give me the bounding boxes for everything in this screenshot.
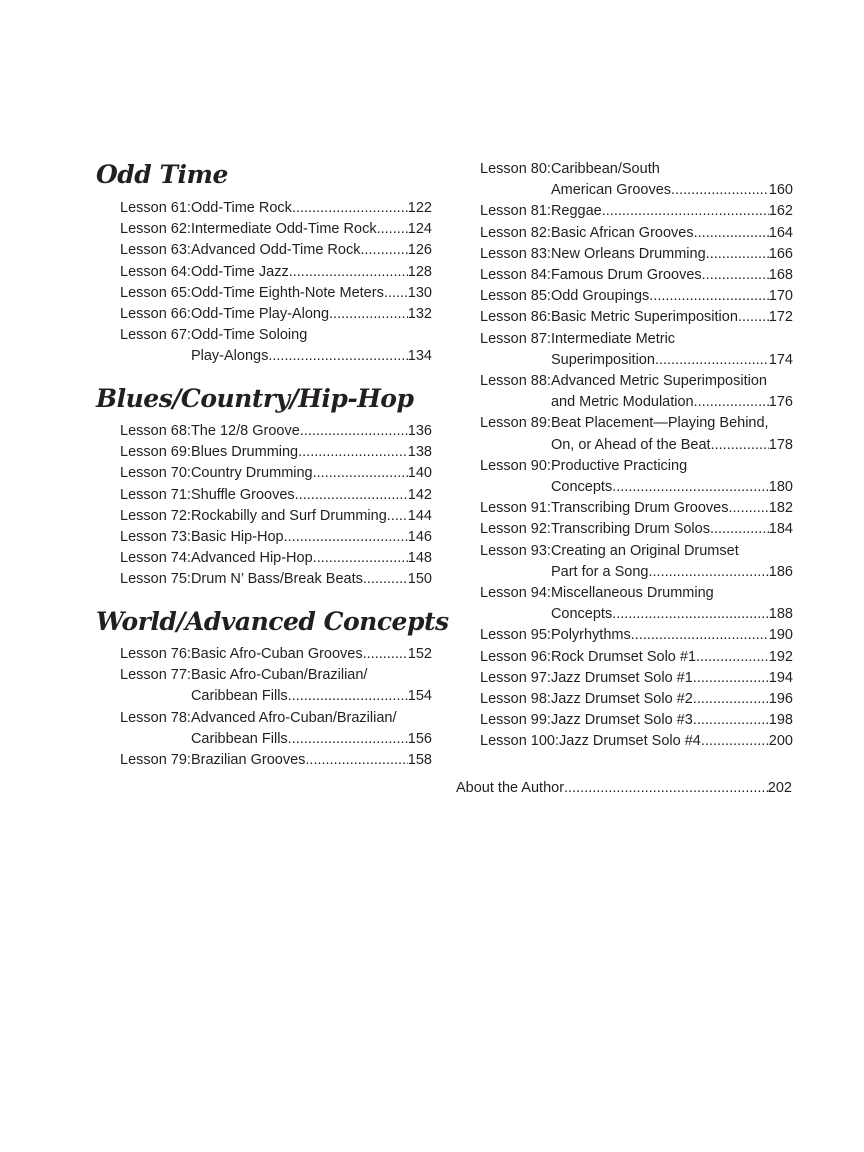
lesson-number: Lesson 87: (480, 330, 551, 347)
page-number: 192 (768, 648, 793, 665)
toc-entry[interactable] (480, 710, 793, 731)
leader-dots (648, 562, 768, 583)
lesson-title: Advanced Metric Superimposition (550, 373, 767, 390)
page-number: 198 (768, 712, 793, 729)
lesson-title: Country Drumming (190, 465, 313, 482)
toc-entry[interactable] (120, 442, 432, 463)
lesson-title: Advanced Odd-Time Rock (190, 242, 361, 259)
leader-dots (693, 668, 769, 689)
lesson-number: Lesson 67: (120, 327, 191, 344)
lesson-title: Play-Alongs (190, 348, 269, 365)
lesson-title: Caribbean/South (550, 161, 660, 177)
section-entries-right (480, 159, 793, 753)
lesson-title: Intermediate Odd-Time Rock (190, 221, 377, 238)
page-number: 146 (407, 529, 432, 546)
lesson-title: Odd-Time Play-Along (190, 306, 330, 323)
toc-entry[interactable] (120, 325, 432, 367)
lesson-title: Basic Afro-Cuban/Brazilian/ (190, 667, 368, 684)
lesson-title: Transcribing Drum Solos (550, 521, 710, 538)
lesson-number: Lesson 88: (480, 373, 551, 390)
toc-entry[interactable] (120, 548, 432, 569)
lesson-number: Lesson 89: (480, 415, 551, 432)
toc-entry[interactable] (120, 262, 432, 283)
lesson-number: Lesson 79: (120, 752, 191, 769)
lesson-title: Rockabilly and Surf Drumming (190, 507, 387, 524)
lesson-title: Advanced Afro-Cuban/Brazilian/ (190, 709, 397, 726)
toc-entry[interactable] (120, 527, 432, 548)
page-number: 136 (407, 423, 432, 439)
leader-dots (701, 731, 769, 752)
lesson-title: On, or Ahead of the Beat (550, 436, 711, 453)
lesson-title: Shuffle Grooves (190, 486, 295, 503)
leader-dots (288, 686, 408, 707)
leader-dots (693, 689, 769, 710)
about-label: About the Author (456, 780, 565, 796)
toc-entry[interactable] (120, 283, 432, 304)
leader-dots (292, 198, 408, 219)
toc-entry[interactable] (480, 668, 793, 689)
page-number: 156 (407, 730, 432, 747)
lesson-number: Lesson 68: (120, 423, 191, 439)
lesson-title: Concepts (550, 606, 613, 623)
lesson-number: Lesson 100: (480, 733, 560, 750)
page-number: 154 (407, 688, 432, 705)
lesson-title: Rock Drumset Solo #1 (550, 648, 697, 665)
leader-dots (696, 647, 769, 668)
toc-entry[interactable] (480, 201, 793, 222)
leader-dots (298, 442, 408, 463)
toc-entry[interactable] (480, 541, 793, 583)
lesson-title: Brazilian Grooves (190, 752, 306, 769)
leader-dots (360, 240, 407, 261)
leader-dots (384, 283, 408, 304)
page-number: 194 (768, 669, 793, 686)
leader-dots (300, 421, 408, 442)
lesson-title: Part for a Song (550, 563, 649, 580)
leader-dots (706, 244, 769, 265)
toc-entry[interactable] (480, 413, 793, 455)
page-number: 188 (768, 606, 793, 623)
lesson-number: Lesson 97: (480, 669, 551, 686)
page-number: 166 (768, 245, 793, 262)
lesson-number: Lesson 81: (480, 203, 551, 220)
lesson-title: Caribbean Fills (190, 688, 288, 705)
page-number: 150 (407, 571, 432, 588)
toc-entry[interactable] (480, 244, 793, 265)
toc-entry[interactable] (480, 498, 793, 519)
lesson-number: Lesson 78: (120, 709, 191, 726)
lesson-title: Odd-Time Rock (190, 200, 292, 216)
lesson-title: Advanced Hip-Hop (190, 550, 313, 567)
lesson-title: Jazz Drumset Solo #2 (550, 691, 693, 708)
lesson-title: Odd-Time Jazz (190, 263, 289, 280)
page-number: 126 (407, 242, 432, 259)
lesson-title: Jazz Drumset Solo #3 (550, 712, 693, 729)
leader-dots (631, 625, 769, 646)
lesson-title: Beat Placement—Playing Behind, (550, 415, 769, 432)
leader-dots (693, 710, 769, 731)
page-number: 158 (407, 752, 432, 769)
leader-dots (295, 485, 408, 506)
lesson-number: Lesson 85: (480, 288, 551, 305)
lesson-title: Odd-Time Soloing (190, 327, 308, 344)
leader-dots (655, 350, 769, 371)
lesson-number: Lesson 62: (120, 221, 191, 238)
leader-dots (305, 750, 407, 771)
leader-dots (738, 307, 769, 328)
lesson-title: The 12/8 Groove (190, 423, 300, 439)
page-number: 170 (768, 288, 793, 305)
lesson-title: American Grooves (550, 182, 672, 199)
lesson-number: Lesson 74: (120, 550, 191, 567)
leader-dots (363, 569, 408, 590)
lesson-number: Lesson 96: (480, 648, 551, 665)
leader-dots (694, 223, 769, 244)
lesson-title: Odd Groupings (550, 288, 650, 305)
leader-dots (268, 346, 407, 367)
lesson-number: Lesson 70: (120, 465, 191, 482)
leader-dots (612, 604, 769, 625)
page-number: 160 (768, 182, 793, 199)
lesson-title: Productive Practicing (550, 457, 688, 474)
toc-entry[interactable] (120, 463, 432, 484)
page-number: 134 (407, 348, 432, 365)
lesson-title: New Orleans Drumming (550, 245, 706, 262)
toc-entry[interactable] (480, 329, 793, 371)
page-number: 138 (407, 444, 432, 461)
page-number: 130 (407, 284, 432, 301)
lesson-title: Superimposition (550, 351, 655, 368)
leader-dots (602, 201, 769, 222)
page-number: 190 (768, 627, 793, 644)
lesson-number: Lesson 64: (120, 263, 191, 280)
lesson-title: Caribbean Fills (190, 730, 288, 747)
toc-entry[interactable] (480, 519, 793, 540)
page-number: 174 (768, 351, 793, 368)
page-number: 176 (768, 394, 793, 411)
page-number: 164 (768, 224, 793, 241)
page-number: 122 (407, 200, 432, 216)
toc-entry[interactable] (480, 159, 793, 201)
lesson-number: Lesson 77: (120, 667, 191, 684)
lesson-title: Drum N’ Bass/Break Beats (190, 571, 363, 588)
lesson-number: Lesson 98: (480, 691, 551, 708)
leader-dots (387, 506, 408, 527)
page-number: 200 (768, 733, 793, 750)
lesson-number: Lesson 95: (480, 627, 551, 644)
lesson-number: Lesson 91: (480, 500, 551, 517)
leader-dots (671, 180, 769, 201)
lesson-number: Lesson 76: (120, 646, 191, 662)
lesson-title: Intermediate Metric (550, 330, 676, 347)
toc-entry[interactable] (120, 240, 432, 261)
leader-dots (377, 219, 408, 240)
toc-entry[interactable] (120, 421, 432, 442)
toc-entry[interactable] (480, 307, 793, 328)
lesson-title: Famous Drum Grooves (550, 267, 702, 284)
lesson-number: Lesson 92: (480, 521, 551, 538)
toc-entry[interactable] (480, 265, 793, 286)
page-number: 184 (768, 521, 793, 538)
toc-entry[interactable] (120, 304, 432, 325)
lesson-number: Lesson 65: (120, 284, 191, 301)
leader-dots (702, 265, 769, 286)
page-number: 162 (768, 203, 793, 220)
page-number: 140 (407, 465, 432, 482)
lesson-number: Lesson 84: (480, 267, 551, 284)
toc-entry[interactable] (120, 665, 432, 707)
toc-entry[interactable] (480, 625, 793, 646)
toc-entry[interactable] (480, 456, 793, 498)
lesson-number: Lesson 90: (480, 457, 551, 474)
about-page: 202 (767, 780, 792, 796)
toc-entry[interactable] (120, 708, 432, 750)
section-entries-blues-country-hiphop (120, 421, 432, 591)
page-number: 152 (407, 646, 432, 662)
toc-entry[interactable] (120, 506, 432, 527)
lesson-number: Lesson 72: (120, 507, 191, 524)
lesson-number: Lesson 71: (120, 486, 191, 503)
toc-entry[interactable] (480, 286, 793, 307)
lesson-title: Odd-Time Eighth-Note Meters (190, 284, 384, 301)
toc-entry[interactable] (480, 223, 793, 244)
toc-entry[interactable] (120, 485, 432, 506)
lesson-number: Lesson 75: (120, 571, 191, 588)
leader-dots (710, 519, 769, 540)
section-title-blues-country-hiphop: Blues/Country/Hip-Hop (96, 384, 414, 413)
page-number: 124 (407, 221, 432, 238)
lesson-number: Lesson 93: (480, 542, 551, 559)
page-number: 196 (768, 691, 793, 708)
page-number: 128 (407, 263, 432, 280)
leader-dots (288, 729, 408, 750)
lesson-number: Lesson 73: (120, 529, 191, 546)
lesson-number: Lesson 80: (480, 161, 551, 177)
toc-entry[interactable] (120, 198, 432, 219)
lesson-title: Transcribing Drum Grooves (550, 500, 729, 517)
lesson-title: Reggae (550, 203, 602, 220)
lesson-title: Blues Drumming (190, 444, 299, 461)
lesson-number: Lesson 99: (480, 712, 551, 729)
leader-dots (711, 435, 769, 456)
lesson-number: Lesson 63: (120, 242, 191, 259)
lesson-title: Polyrhythms (550, 627, 631, 644)
section-title-world-advanced: World/Advanced Concepts (96, 607, 449, 636)
leader-dots (363, 644, 408, 665)
page-number: 132 (407, 306, 432, 323)
leader-dots (313, 548, 408, 569)
lesson-title: Jazz Drumset Solo #1 (550, 669, 693, 686)
leader-dots (612, 477, 769, 498)
lesson-number: Lesson 94: (480, 585, 551, 602)
lesson-title: Basic Afro-Cuban Grooves (190, 646, 363, 662)
lesson-number: Lesson 66: (120, 306, 191, 323)
about-the-author-entry[interactable] (456, 778, 792, 799)
toc-entry[interactable] (120, 644, 432, 665)
lesson-number: Lesson 86: (480, 309, 551, 326)
leader-dots (564, 778, 768, 799)
page-number: 168 (768, 267, 793, 284)
section-entries-world-advanced (120, 644, 432, 771)
lesson-number: Lesson 61: (120, 200, 191, 216)
lesson-title: and Metric Modulation (550, 394, 694, 411)
lesson-title: Miscellaneous Drumming (550, 585, 714, 602)
toc-entry[interactable] (480, 371, 793, 413)
lesson-title: Basic African Grooves (550, 224, 694, 241)
lesson-number: Lesson 82: (480, 224, 551, 241)
leader-dots (284, 527, 408, 548)
page-number: 142 (407, 486, 432, 503)
lesson-number: Lesson 69: (120, 444, 191, 461)
lesson-title: Basic Metric Superimposition (550, 309, 738, 326)
lesson-title: Concepts (550, 479, 613, 496)
lesson-number: Lesson 83: (480, 245, 551, 262)
page-number: 182 (768, 500, 793, 517)
lesson-title: Creating an Original Drumset (550, 542, 739, 559)
toc-entry[interactable] (480, 731, 793, 752)
section-title-odd-time: Odd Time (96, 160, 228, 189)
leader-dots (289, 262, 408, 283)
page-number: 172 (768, 309, 793, 326)
toc-entry[interactable] (480, 583, 793, 625)
toc-entry[interactable] (480, 689, 793, 710)
page-number: 186 (768, 563, 793, 580)
leader-dots (649, 286, 769, 307)
lesson-title: Jazz Drumset Solo #4 (559, 733, 701, 750)
lesson-title: Basic Hip-Hop (190, 529, 284, 546)
toc-entry[interactable] (120, 219, 432, 240)
toc-entry[interactable] (120, 569, 432, 590)
leader-dots (329, 304, 408, 325)
leader-dots (313, 463, 408, 484)
leader-dots (694, 392, 769, 413)
page-number: 144 (407, 507, 432, 524)
toc-entry[interactable] (480, 647, 793, 668)
section-entries-odd-time (120, 198, 432, 368)
leader-dots (729, 498, 769, 519)
page-number: 178 (768, 436, 793, 453)
page-number: 148 (407, 550, 432, 567)
toc-entry[interactable] (120, 750, 432, 771)
page-number: 180 (768, 479, 793, 496)
